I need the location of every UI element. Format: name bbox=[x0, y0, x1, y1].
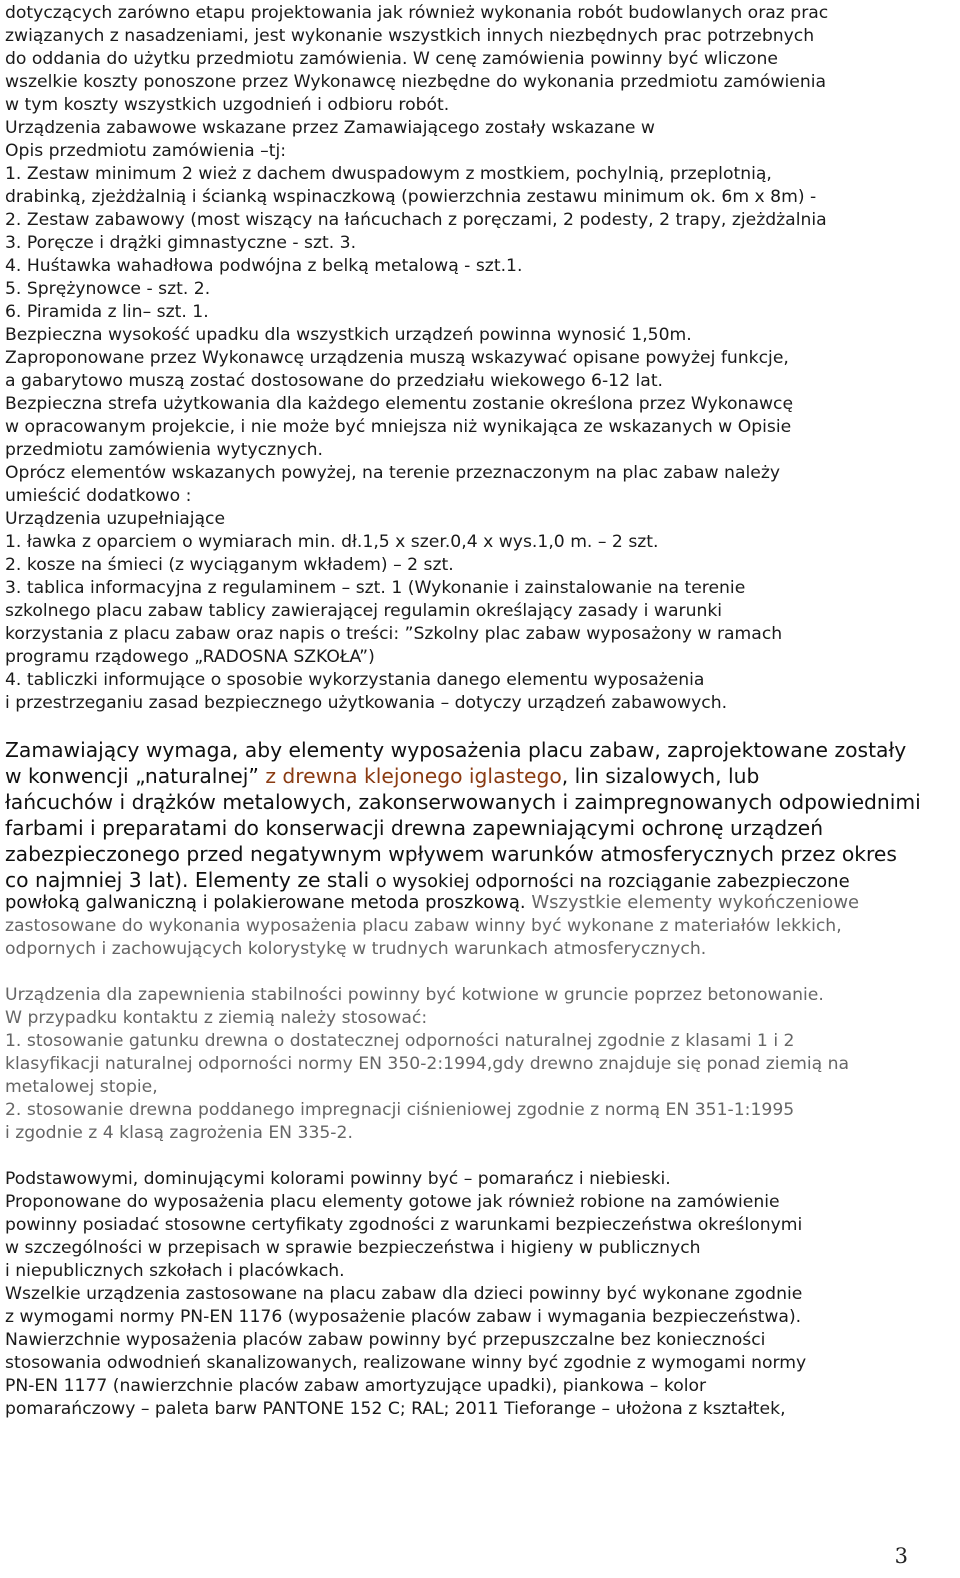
list-item: programu rządowego „RADOSNA SZKOŁA”) bbox=[5, 647, 375, 667]
list-item: 4. tabliczki informujące o sposobie wykorzystania danego elementu wyposażenia bbox=[5, 670, 705, 690]
list-text: i zgodnie z 4 klasą zagrożenia EN 335-2. bbox=[5, 1123, 353, 1143]
body-line: w szczególności w przepisach w sprawie bezpieczeństwa i higieny w publicznych bbox=[5, 1238, 701, 1258]
list-item: 2. kosze na śmieci (z wyciąganym wkładem) – 2 szt. bbox=[5, 555, 454, 575]
gray-text: Wszystkie elementy wykończeniowe bbox=[531, 892, 860, 913]
body-line: Zaproponowane przez Wykonawcę urządzenia muszą wskazywać opisane powyżej funkcje, bbox=[5, 348, 789, 368]
body-line-large: farbami i preparatami do konserwacji drewna zapewniającymi ochronę urządzeń bbox=[5, 816, 824, 840]
list-item: i przestrzeganiu zasad bezpiecznego użytkowania – dotyczy urządzeń zabawowych. bbox=[5, 693, 728, 713]
highlighted-text: z drewna klejonego iglastego bbox=[265, 764, 562, 788]
body-line: Oprócz elementów wskazanych powyżej, na terenie przeznaczonym na plac zabaw należy bbox=[5, 463, 781, 483]
body-line: w tym koszty wszystkich uzgodnień i odbioru robót. bbox=[5, 95, 450, 115]
body-line-large: Zamawiający wymaga, aby elementy wyposażenia placu zabaw, zaprojektowane zostały bbox=[5, 738, 907, 762]
body-line: z wymogami normy PN-EN 1176 (wyposażenie placów zabaw i wymagania bezpieczeństwa). bbox=[5, 1307, 802, 1327]
body-line: Wszelkie urządzenia zastosowane na placu zabaw dla dzieci powinny być wykonane zgodnie bbox=[5, 1284, 803, 1304]
list-item bbox=[5, 1099, 794, 1122]
gray-line: W przypadku kontaktu z ziemią należy stosować: bbox=[5, 1008, 428, 1028]
body-line-large bbox=[5, 763, 759, 789]
gray-line: zastosowane do wykonania wyposażenia placu zabaw winny być wykonane z materiałów lekkich, bbox=[5, 916, 842, 936]
list-item: korzystania z placu zabaw oraz napis o treści: ”Szkolny plac zabaw wyposażony w ramach bbox=[5, 624, 783, 644]
list-item: 1. Zestaw minimum 2 wież z dachem dwuspadowym z mostkiem, pochylnią, przeplotnią, bbox=[5, 164, 772, 184]
gray-line: odpornych i zachowujących kolorystykę w trudnych warunkach atmosferycznych. bbox=[5, 939, 707, 959]
text-run: w konwencji „naturalnej” bbox=[5, 764, 266, 788]
body-line: Bezpieczna strefa użytkowania dla każdego elementu zostanie określona przez Wykonawcę bbox=[5, 394, 794, 414]
list-item: drabinką, zjeżdżalnią i ścianką wspinaczkową (powierzchnia zestawu minimum ok. 6m x 8m) - bbox=[5, 187, 817, 207]
body-line: do oddania do użytku przedmiotu zamówienia. W cenę zamówienia powinny być wliczone bbox=[5, 49, 778, 69]
list-text: metalowej stopie, bbox=[5, 1077, 158, 1097]
text-run: co najmniej 3 lat). Elementy ze stali bbox=[5, 868, 376, 892]
body-line: Podstawowymi, dominującymi kolorami powinny być – pomarańcz i niebieski. bbox=[5, 1169, 671, 1189]
body-line: wszelkie koszty ponoszone przez Wykonawcę niezbędne do wykonania przedmiotu zamówienia bbox=[5, 72, 827, 92]
body-line: Urządzenia zabawowe wskazane przez Zamawiającego zostały wskazane w bbox=[5, 118, 655, 138]
body-line: Nawierzchnie wyposażenia placów zabaw powinny być przepuszczalne bez konieczności bbox=[5, 1330, 766, 1350]
body-line-large: zabezpieczonego przed negatywnym wpływem warunków atmosferycznych przez okres bbox=[5, 842, 897, 866]
list-item bbox=[5, 1076, 158, 1099]
body-line: pomarańczowy – paleta barw PANTONE 152 C; RAL; 2011 Tieforange – ułożona z kształtek, bbox=[5, 1399, 786, 1419]
list-item bbox=[5, 1030, 795, 1053]
list-item bbox=[5, 1053, 849, 1076]
list-item: szkolnego placu zabaw tablicy zawierającej regulamin określający zasady i warunki bbox=[5, 601, 723, 621]
body-line: Proponowane do wyposażenia placu elementy gotowe jak również robione na zamówienie bbox=[5, 1192, 780, 1212]
text-run: o wysokiej odporności na rozciąganie zabezpieczone bbox=[375, 871, 850, 892]
body-line: dotyczących zarówno etapu projektowania jak również wykonania robót budowlanych oraz prac bbox=[5, 3, 829, 23]
body-line bbox=[5, 891, 859, 915]
list-number: 2. bbox=[5, 1100, 27, 1120]
list-item: 3. tablica informacyjna z regulaminem – szt. 1 (Wykonanie i zainstalowanie na terenie bbox=[5, 578, 746, 598]
body-line: powinny posiadać stosowne certyfikaty zgodności z warunkami bezpieczeństwa określonymi bbox=[5, 1215, 803, 1235]
list-item: 5. Sprężynowce - szt. 2. bbox=[5, 279, 211, 299]
body-line-large bbox=[5, 867, 850, 894]
body-line: w opracowanym projekcie, i nie może być mniejsza niż wynikająca ze wskazanych w Opisie bbox=[5, 417, 792, 437]
list-number: 1. bbox=[5, 1031, 27, 1051]
body-line: Opis przedmiotu zamówienia –tj: bbox=[5, 141, 287, 161]
list-text: stosowanie drewna poddanego impregnacji ciśnieniowej zgodnie z normą EN 351-1:1995 bbox=[26, 1100, 795, 1120]
list-item: 1. ławka z oparciem o wymiarach min. dł.1,5 x szer.0,4 x wys.1,0 m. – 2 szt. bbox=[5, 532, 659, 552]
body-line: Bezpieczna wysokość upadku dla wszystkich urządzeń powinna wynosić 1,50m. bbox=[5, 325, 692, 345]
section-heading: Urządzenia uzupełniające bbox=[5, 509, 226, 529]
list-item: 2. Zestaw zabawowy (most wiszący na łańcuchach z poręczami, 2 podesty, 2 trapy, zjeżdżalnia bbox=[5, 210, 827, 230]
page-number: 3 bbox=[894, 1544, 908, 1568]
body-line-large: łańcuchów i drążków metalowych, zakonserwowanych i zaimpregnowanych odpowiednimi bbox=[5, 790, 921, 814]
text-run: , lin sizalowych, lub bbox=[561, 764, 760, 788]
body-line: PN-EN 1177 (nawierzchnie placów zabaw amortyzujące upadki), piankowa – kolor bbox=[5, 1376, 707, 1396]
body-line: stosowania odwodnień skanalizowanych, realizowane winny być zgodnie z wymogami normy bbox=[5, 1353, 807, 1373]
list-item: 4. Huśtawka wahadłowa podwójna z belką metalową - szt.1. bbox=[5, 256, 523, 276]
body-line: związanych z nasadzeniami, jest wykonanie wszystkich innych niezbędnych prac potrzebnych bbox=[5, 26, 815, 46]
list-item bbox=[5, 1122, 353, 1145]
body-line: a gabarytowo muszą zostać dostosowane do przedziału wiekowego 6-12 lat. bbox=[5, 371, 664, 391]
list-item: 3. Poręcze i drążki gimnastyczne - szt. 3. bbox=[5, 233, 357, 253]
body-line: i niepublicznych szkołach i placówkach. bbox=[5, 1261, 345, 1281]
list-item: 6. Piramida z lin– szt. 1. bbox=[5, 302, 209, 322]
body-line: przedmiotu zamówienia wytycznych. bbox=[5, 440, 323, 460]
list-text: klasyfikacji naturalnej odporności normy EN 350-2:1994,gdy drewno znajduje się ponad ziemią na bbox=[5, 1054, 850, 1074]
text-run: powłoką galwaniczną i polakierowane metoda proszkową. bbox=[5, 892, 532, 913]
list-text: stosowanie gatunku drewna o dostatecznej odporności naturalnej zgodnie z klasami 1 i 2 bbox=[26, 1031, 795, 1051]
gray-line: Urządzenia dla zapewnienia stabilności powinny być kotwione w gruncie poprzez betonowanie. bbox=[5, 985, 824, 1005]
body-line: umieścić dodatkowo : bbox=[5, 486, 192, 506]
